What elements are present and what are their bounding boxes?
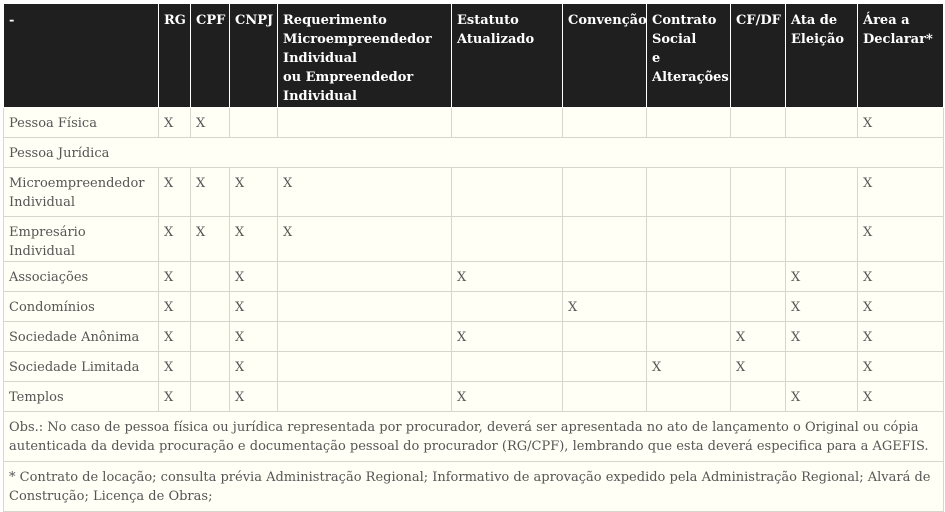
table-cell [647,217,731,262]
table-cell [647,382,731,412]
table-cell [731,217,786,262]
table-cell [191,352,230,382]
table-cell [647,168,731,217]
table-cell [563,262,647,292]
table-cell: X [647,352,731,382]
table-cell: X [159,352,191,382]
table-cell [278,352,452,382]
table-cell: X [230,292,278,322]
table-cell [786,108,858,138]
row-label: Sociedade Limitada [4,352,159,382]
header-cell: Contrato Social e Alterações [647,4,731,108]
table-cell: X [452,382,563,412]
row-label: Associações [4,262,159,292]
table-cell [786,352,858,382]
table-cell [278,262,452,292]
table-cell: X [858,108,944,138]
table-cell [563,352,647,382]
table-cell [452,108,563,138]
table-cell: X [858,262,944,292]
table-cell [731,168,786,217]
table-cell [278,382,452,412]
table-cell: X [858,217,944,262]
table-cell: X [159,382,191,412]
table-row [4,292,944,322]
table-cell: X [858,322,944,352]
table-cell: X [230,217,278,262]
table-cell [786,168,858,217]
table-row [4,382,944,412]
header-cell: Estatuto Atualizado [452,4,563,108]
table-cell: X [230,352,278,382]
table-cell [731,292,786,322]
row-label: Sociedade Anônima [4,322,159,352]
header-cell: Requerimento Microempreendedor Individual ou Empreendedor Individual [278,4,452,108]
table-cell [191,292,230,322]
table-cell: X [159,322,191,352]
table-cell [647,322,731,352]
table-cell [563,322,647,352]
note-row [4,412,944,462]
footnote: * Contrato de locação; consulta prévia Administração Regional; Informativo de aprovação expedido pela Administração Regional; Alvará de Construção; Licença de Obras; [4,462,944,512]
table-cell [647,292,731,322]
row-label: Pessoa Física [4,108,159,138]
header-cell: Área a Declarar* [858,4,944,108]
table-cell [191,382,230,412]
table-cell [786,217,858,262]
header-cell: - [4,4,159,108]
table-cell [731,382,786,412]
section-row [4,138,944,168]
table-cell [278,322,452,352]
header-cell: CNPJ [230,4,278,108]
header-cell: Convenção [563,4,647,108]
table-cell: X [786,382,858,412]
table-cell [563,382,647,412]
table-cell [563,217,647,262]
table-cell: X [159,292,191,322]
note-row [4,462,944,512]
row-label: Microempreendedor Individual [4,168,159,217]
table-row [4,217,944,262]
table-cell: X [191,108,230,138]
table-cell [191,262,230,292]
observation-note: Obs.: No caso de pessoa física ou jurídica representada por procurador, deverá ser apresentada no ato de lançamento o Original ou cópia autenticada da devida procuração e documentação pessoal do procurador (RG/CPF), lembrando que esta deverá especifica para a AGEFIS. [4,412,944,462]
section-label: Pessoa Jurídica [4,138,944,168]
table-cell [452,217,563,262]
table-cell: X [191,168,230,217]
documents-table [3,3,944,512]
header-cell: CF/DF [731,4,786,108]
header-cell: CPF [191,4,230,108]
table-cell: X [159,108,191,138]
table-cell: X [452,322,563,352]
row-label: Templos [4,382,159,412]
table-cell: X [230,382,278,412]
table-cell: X [159,217,191,262]
row-label: Condomínios [4,292,159,322]
table-cell [452,168,563,217]
table-cell [230,108,278,138]
table-cell: X [731,352,786,382]
table-cell: X [786,262,858,292]
header-cell: Ata de Eleição [786,4,858,108]
table-cell [452,292,563,322]
table-cell [731,262,786,292]
table-cell [452,352,563,382]
table-cell: X [452,262,563,292]
table-cell [563,168,647,217]
table-cell [278,108,452,138]
header-cell: RG [159,4,191,108]
table-cell [278,292,452,322]
table-cell: X [191,217,230,262]
table-cell [647,108,731,138]
table-row [4,168,944,217]
table-cell [563,108,647,138]
table-cell: X [858,292,944,322]
table-cell: X [858,352,944,382]
table-cell [731,108,786,138]
table-cell: X [786,322,858,352]
table-row [4,262,944,292]
table-row [4,322,944,352]
table-cell: X [731,322,786,352]
table-cell: X [563,292,647,322]
header-row [4,4,944,108]
table-cell: X [230,168,278,217]
table-cell: X [278,217,452,262]
table-cell: X [159,168,191,217]
row-label: Empresário Individual [4,217,159,262]
table-cell [647,262,731,292]
table-row [4,108,944,138]
table-cell: X [230,262,278,292]
table-row [4,352,944,382]
table-cell: X [230,322,278,352]
table-cell: X [858,382,944,412]
table-cell: X [786,292,858,322]
table-cell: X [858,168,944,217]
table-cell [191,322,230,352]
table-cell: X [278,168,452,217]
table-cell: X [159,262,191,292]
